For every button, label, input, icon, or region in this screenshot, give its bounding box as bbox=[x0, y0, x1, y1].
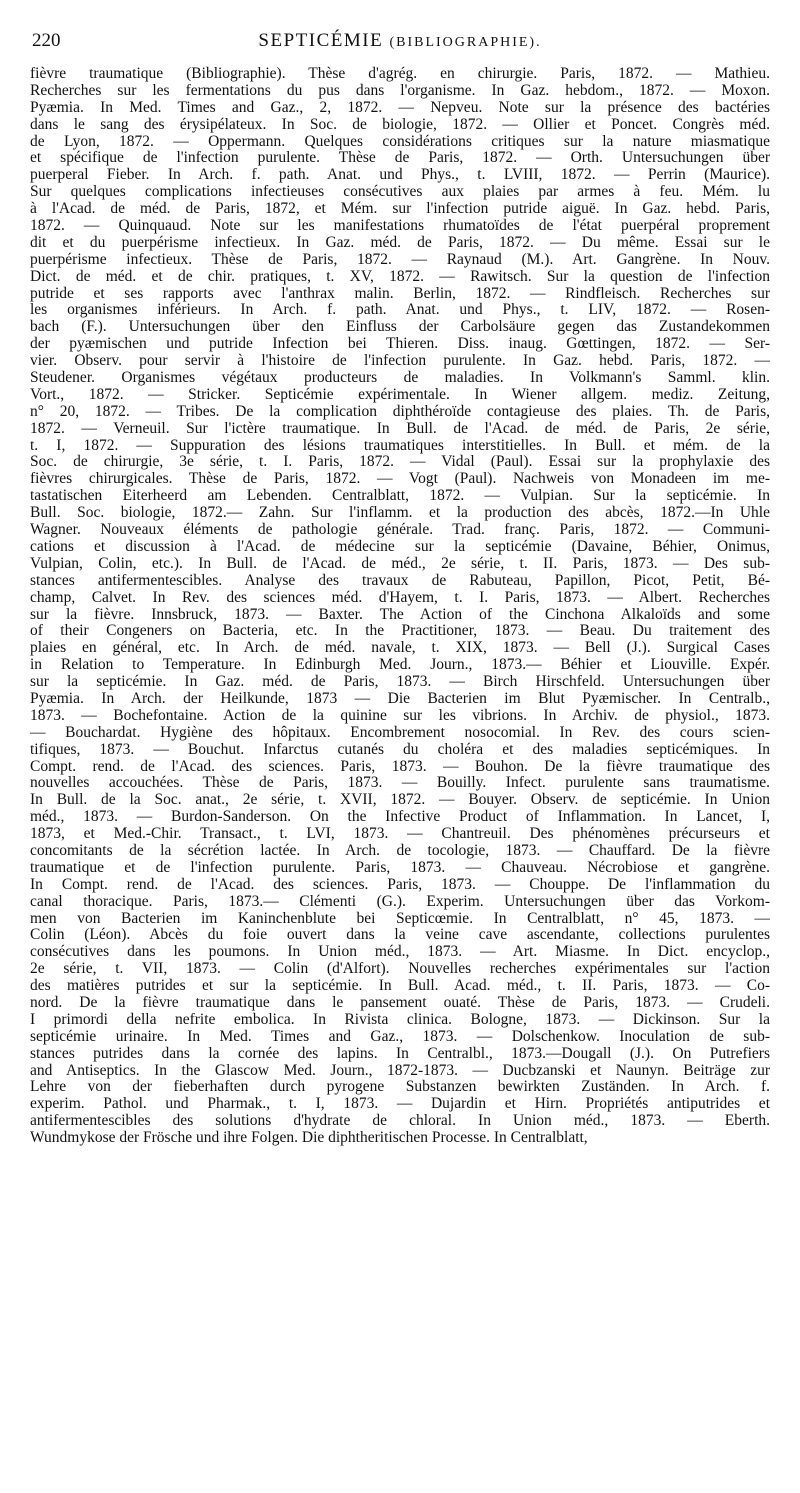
text-line: Vulpian, Colin, etc.). In Bull. de l'Acad. de méd., 2e série, t. II. Paris, 1873. — Des sub- bbox=[30, 554, 770, 572]
text-line: Colin (Léon). Abcès du foie ouvert dans la veine cave ascendante, collections purulentes bbox=[30, 926, 770, 944]
text-line: 1873. — Bochefontaine. Action de la quinine sur les vibrions. In Archiv. de physiol., 1873. bbox=[30, 706, 770, 724]
text-line: canal thoracique. Paris, 1873.— Clémenti (G.). Experim. Untersuchungen über das Vorkom- bbox=[30, 892, 770, 910]
text-line: Sur quelques complications infectieuses consécutives aux plaies par armes à feu. Mém. lu bbox=[30, 183, 770, 201]
running-title-sub: (BIBLIOGRAPHIE). bbox=[389, 35, 542, 50]
text-line: Steudener. Organismes végétaux producteurs de maladies. In Volkmann's Samml. klin. bbox=[30, 369, 770, 387]
text-line: Bull. Soc. biologie, 1872.— Zahn. Sur l'inflamm. et la production des abcès, 1872.—In Uhle bbox=[30, 504, 770, 522]
text-line: Wundmykose der Frösche und ihre Folgen. Die diphtheritischen Processe. In Centralblatt, bbox=[30, 1129, 588, 1147]
running-title bbox=[30, 30, 770, 52]
text-line: in Relation to Temperature. In Edinburgh Med. Journ., 1873.— Béhier et Liouville. Expér. bbox=[30, 656, 770, 674]
text-line: t. I, 1872. — Suppuration des lésions traumatiques interstitielles. In Bull. et mém. de la bbox=[30, 436, 770, 454]
text-line: des matières putrides et sur la septicémie. In Bull. Acad. méd., t. II. Paris, 1873. — Co- bbox=[30, 977, 770, 995]
text-line: Lehre von der fieberhaften durch pyrogene Substanzen bewirkten Zuständen. In Arch. f. bbox=[30, 1078, 770, 1096]
text-line: nouvelles accouchées. Thèse de Paris, 1873. — Bouilly. Infect. purulente sans traumatisme. bbox=[30, 774, 770, 792]
text-line: cations et discussion à l'Acad. de médecine sur la septicémie (Davaine, Béhier, Onimus, bbox=[30, 537, 770, 555]
text-line: stances putrides dans la cornée des lapins. In Centralbl., 1873.—Dougall (J.). On Putrefiers bbox=[30, 1044, 770, 1062]
text-line: de Lyon, 1872. — Oppermann. Quelques considérations critiques sur la nature miasmatique bbox=[30, 132, 770, 150]
text-line: and Antiseptics. In the Glascow Med. Journ., 1872-1873. — Ducbzanski et Naunyn. Beiträge zur bbox=[30, 1061, 770, 1079]
text-line: antifermentescibles des solutions d'hydrate de chloral. In Union méd., 1873. — Eberth. bbox=[30, 1112, 770, 1130]
text-line: traumatique et de l'infection purulente. Paris, 1873. — Chauveau. Nécrobiose et gangrène. bbox=[30, 858, 770, 876]
text-line: et spécifique de l'infection purulente. Thèse de Paris, 1872. — Orth. Untersuchungen über bbox=[30, 149, 770, 167]
text-line: 1873, et Med.-Chir. Transact., t. LVI, 1873. — Chantreuil. Des phénomènes précurseurs et bbox=[30, 825, 770, 843]
text-line: Pyæmia. In Med. Times and Gaz., 2, 1872. — Nepveu. Note sur la présence des bactéries bbox=[30, 98, 770, 116]
text-line: 1872. — Verneuil. Sur l'ictère traumatique. In Bull. de l'Acad. de méd. de Paris, 2e série, bbox=[30, 419, 770, 437]
text-line: I primordi della nefrite embolica. In Rivista clinica. Bologne, 1873. — Dickinson. Sur la bbox=[30, 1010, 770, 1028]
text-line: puerpérisme infectieux. Thèse de Paris, 1872. — Raynaud (M.). Art. Gangrène. In Nouv. bbox=[30, 250, 770, 268]
text-line: Soc. de chirurgie, 3e série, t. I. Paris, 1872. — Vidal (Paul). Essai sur la prophylaxie des bbox=[30, 453, 770, 471]
text-line: méd., 1873. — Burdon-Sanderson. On the Infective Product of Inflammation. In Lancet, I, bbox=[30, 808, 770, 826]
text-line: puerperal Fieber. In Arch. f. path. Anat. und Phys., t. LVIII, 1872. — Perrin (Maurice). bbox=[30, 166, 770, 184]
text-line: les organismes inférieurs. In Arch. f. path. Anat. und Phys., t. LIV, 1872. — Rosen- bbox=[30, 301, 770, 319]
text-line: Compt. rend. de l'Acad. des sciences. Paris, 1873. — Bouhon. De la fièvre traumatique des bbox=[30, 757, 770, 775]
text-line: sur la fièvre. Innsbruck, 1873. — Baxter. The Action of the Cinchona Alkaloïds and some bbox=[30, 605, 770, 623]
text-line: nord. De la fièvre traumatique dans le pansement ouaté. Thèse de Paris, 1873. — Crudeli. bbox=[30, 993, 770, 1011]
text-line: 1872. — Quinquaud. Note sur les manifestations rhumatoïdes de l'état puerpéral proprement bbox=[30, 217, 770, 235]
text-line: Wagner. Nouveaux éléments de pathologie générale. Trad. franç. Paris, 1872. — Communi- bbox=[30, 521, 770, 539]
text-line: 2e série, t. VII, 1873. — Colin (d'Alfort). Nouvelles recherches expérimentales sur l'action bbox=[30, 960, 770, 978]
text-line: fièvres chirurgicales. Thèse de Paris, 1872. — Vogt (Paul). Nachweis von Monadeen im me- bbox=[30, 470, 770, 488]
text-line: fièvre traumatique (Bibliographie). Thèse d'agrég. en chirurgie. Paris, 1872. — Mathieu. bbox=[30, 66, 770, 82]
text-line: plaies en général, etc. In Arch. de méd. navale, t. XIX, 1873. — Bell (J.). Surgical Cases bbox=[30, 639, 770, 657]
text-line: Vort., 1872. — Stricker. Septicémie expérimentale. In Wiener allgem. mediz. Zeitung, bbox=[30, 385, 770, 403]
text-line: Pyæmia. In Arch. der Heilkunde, 1873 — Die Bacterien im Blut Pyæmischer. In Centralb., bbox=[30, 689, 770, 707]
text-line: dit et du puerpérisme infectieux. In Gaz. méd. de Paris, 1872. — Du même. Essai sur le bbox=[30, 233, 770, 251]
text-line: concomitants de la sécrétion lactée. In Arch. de tocologie, 1873. — Chauffard. De la fièvre bbox=[30, 841, 770, 859]
text-line: consécutives dans les poumons. In Union méd., 1873. — Art. Miasme. In Dict. encyclop., bbox=[30, 943, 770, 961]
running-title-main: SEPTICÉMIE bbox=[258, 30, 384, 51]
text-line: experim. Pathol. und Pharmak., t. I, 1873. — Dujardin et Hirn. Propriétés antiputrides et bbox=[30, 1095, 770, 1113]
text-line: septicémie urinaire. In Med. Times and Gaz., 1873. — Dolschenkow. Inoculation de sub- bbox=[30, 1027, 770, 1045]
text-line: Recherches sur les fermentations du pus dans l'organisme. In Gaz. hebdom., 1872. — Moxon. bbox=[30, 81, 770, 99]
text-line: n° 20, 1872. — Tribes. De la complication diphthéroïde contagieuse des plaies. Th. de Paris, bbox=[30, 402, 770, 420]
text-line: men von Bacterien im Kaninchenblute bei Septicœmie. In Centralblatt, n° 45, 1873. — bbox=[30, 909, 770, 927]
text-line: vier. Observ. pour servir à l'histoire de l'infection purulente. In Gaz. hebd. Paris, 1872. — bbox=[30, 352, 770, 370]
text-line: In Compt. rend. de l'Acad. des sciences. Paris, 1873. — Chouppe. De l'inflammation du bbox=[30, 875, 770, 893]
text-line: putride et ses rapports avec l'anthrax malin. Berlin, 1872. — Rindfleisch. Recherches sur bbox=[30, 284, 770, 302]
text-line: sur la septicémie. In Gaz. méd. de Paris, 1873. — Birch Hirschfeld. Untersuchungen über bbox=[30, 673, 770, 691]
text-line: der pyæmischen und putride Infection bei Thieren. Diss. inaug. Gœttingen, 1872. — Ser- bbox=[30, 335, 770, 353]
page-header bbox=[30, 26, 770, 62]
text-line: stances antifermentescibles. Analyse des travaux de Rabuteau, Papillon, Picot, Petit, Bé- bbox=[30, 571, 770, 589]
text-line: In Bull. de la Soc. anat., 2e série, t. XVII, 1872. — Bouyer. Observ. de septicémie. In Union bbox=[30, 791, 770, 809]
text-line: champ, Calvet. In Rev. des sciences méd. d'Hayem, t. I. Paris, 1873. — Albert. Recherches bbox=[30, 588, 770, 606]
text-line: — Bouchardat. Hygiène des hôpitaux. Encombrement nosocomial. In Rev. des cours scien- bbox=[30, 723, 770, 741]
text-line: of their Congeners on Bacteria, etc. In the Practitioner, 1873. — Beau. Du traitement des bbox=[30, 622, 770, 640]
text-line: tifiques, 1873. — Bouchut. Infarctus cutanés du choléra et des maladies septicémiques. In bbox=[30, 740, 770, 758]
text-line: à l'Acad. de méd. de Paris, 1872, et Mém. sur l'infection putride aiguë. In Gaz. hebd. Paris, bbox=[30, 200, 770, 218]
text-line: dans le sang des érysipélateux. In Soc. de biologie, 1872. — Ollier et Poncet. Congrès méd. bbox=[30, 115, 770, 133]
text-line: bach (F.). Untersuchungen über den Einfluss der Carbolsäure gegen das Zustandekommen bbox=[30, 318, 770, 336]
page-number: 220 bbox=[32, 30, 61, 51]
bibliography-text bbox=[30, 66, 770, 1471]
text-line: tastatischen Eiterheerd am Lebenden. Centralblatt, 1872. — Vulpian. Sur la septicémie. In bbox=[30, 487, 770, 505]
text-line: Dict. de méd. et de chir. pratiques, t. XV, 1872. — Rawitsch. Sur la question de l'infection bbox=[30, 267, 770, 285]
